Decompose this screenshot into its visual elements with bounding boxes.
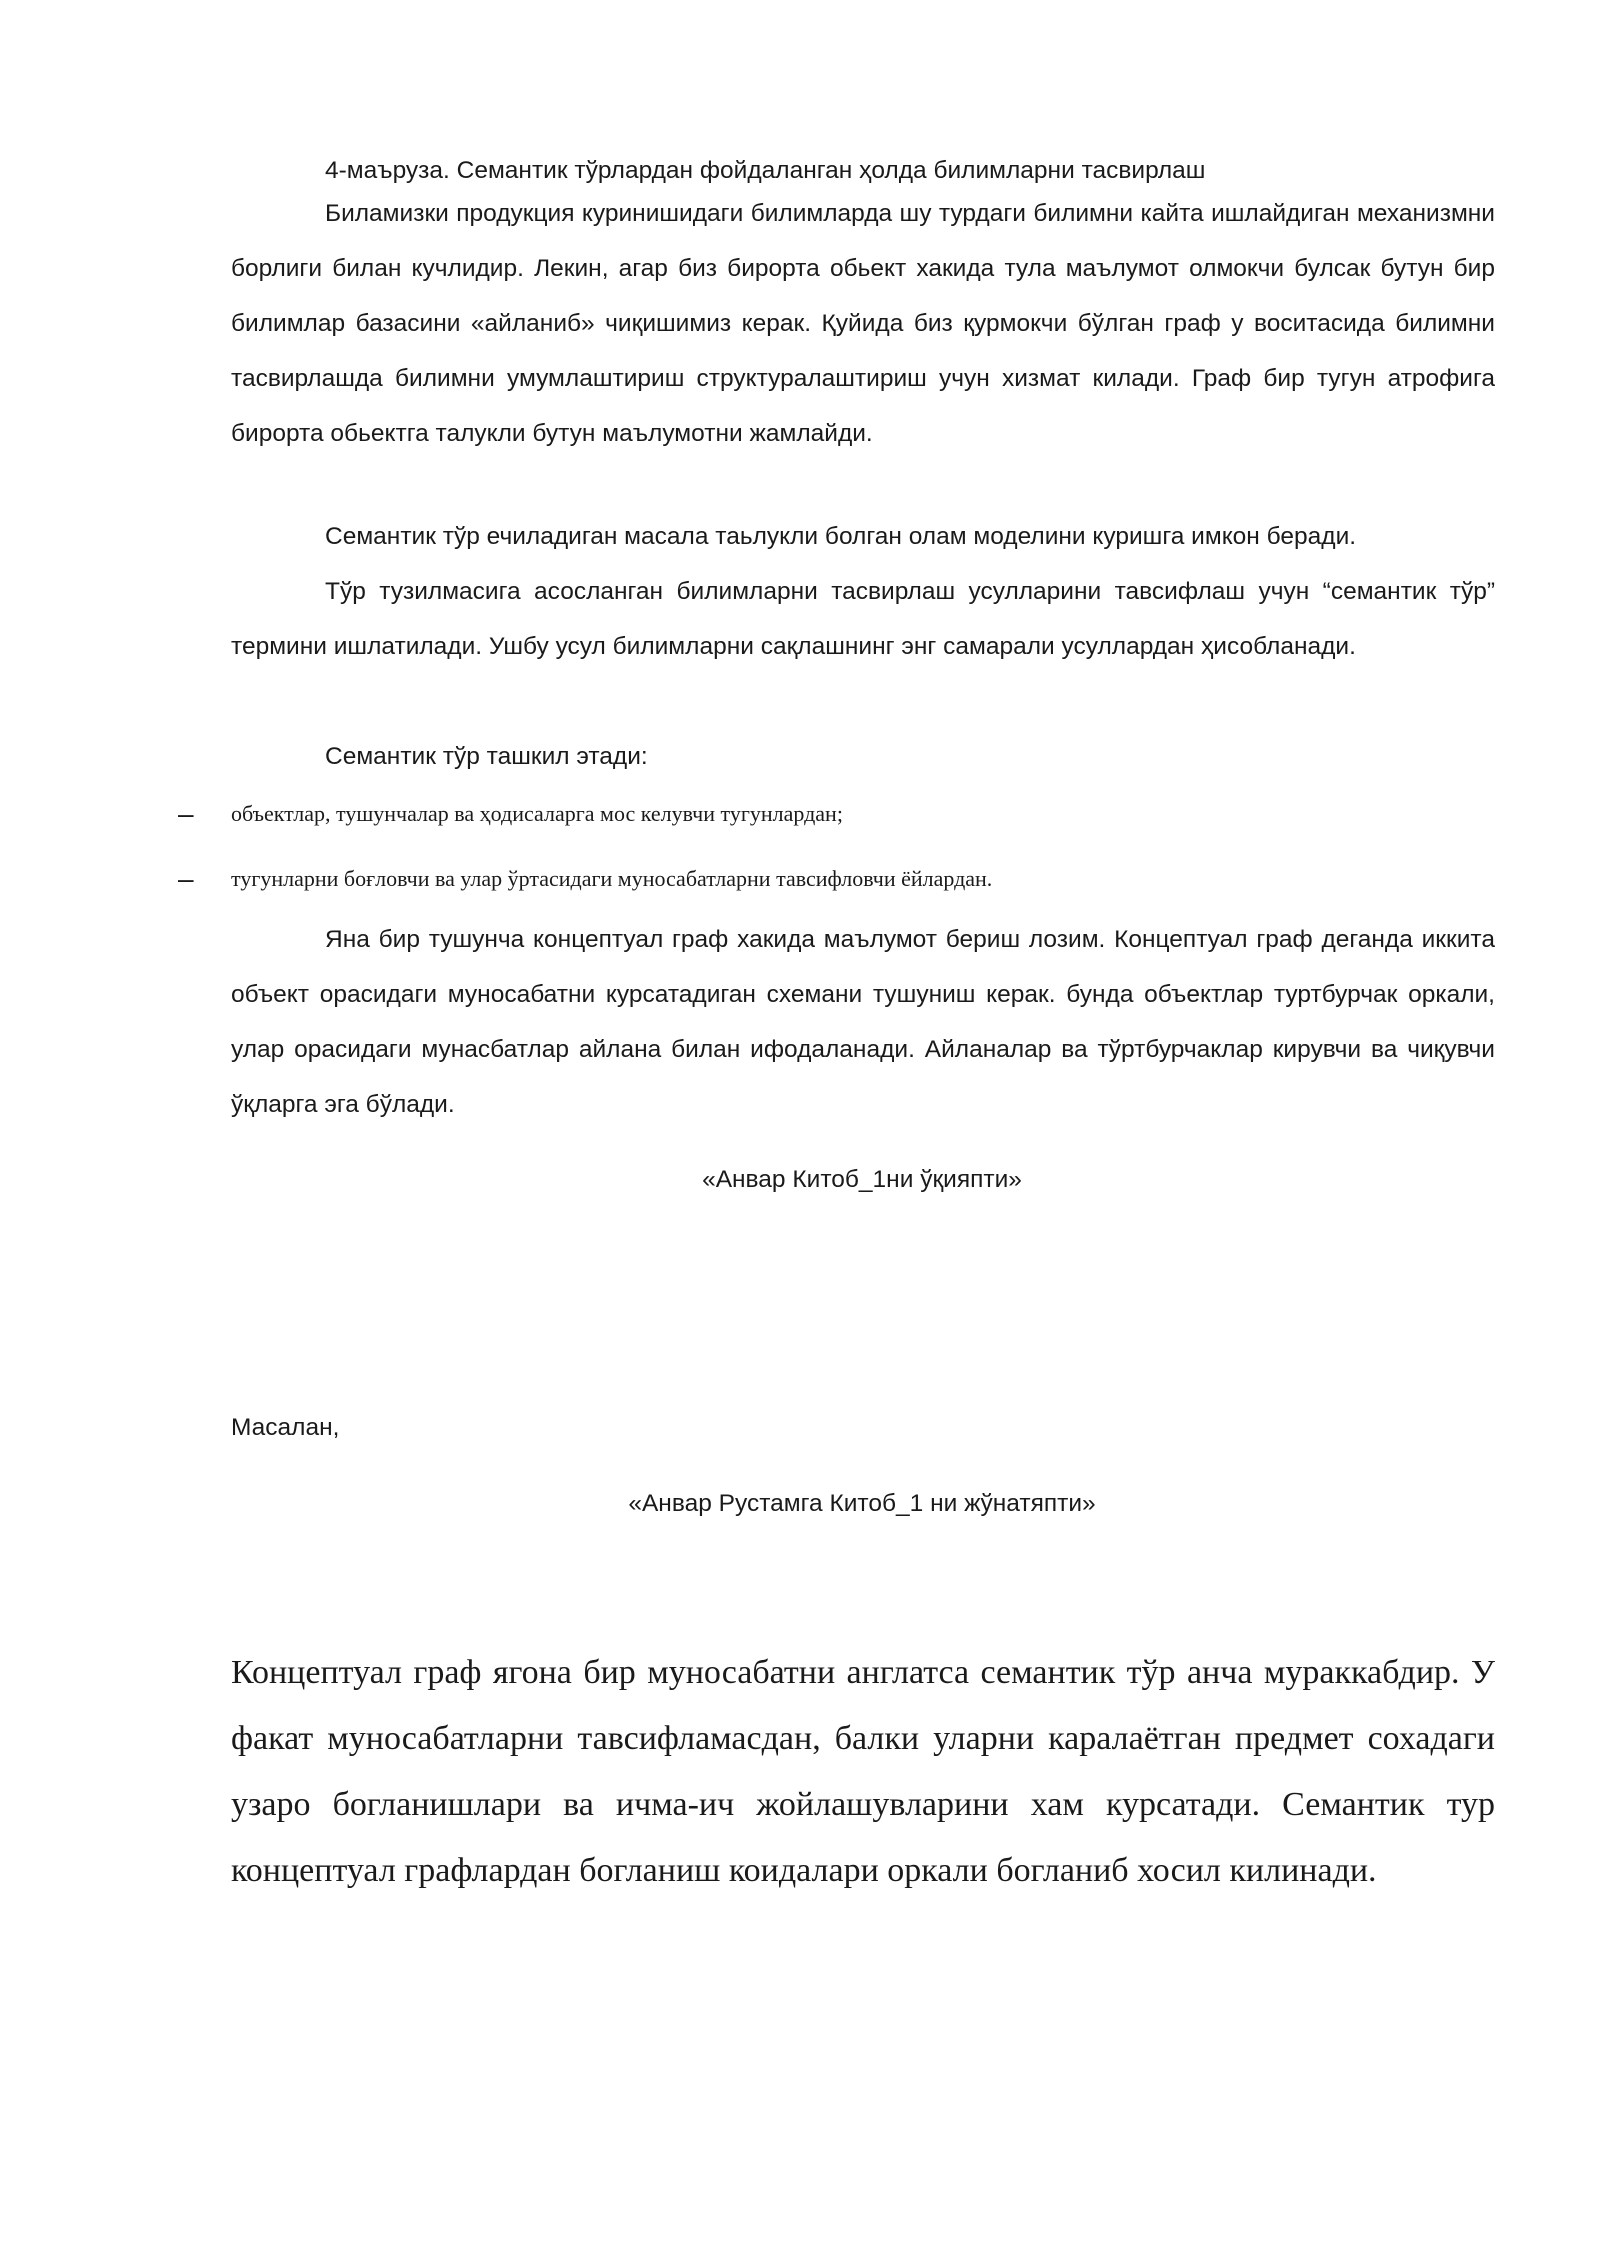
list-item — [0, 859, 1600, 899]
list-dash-marker: – — [178, 863, 194, 894]
list-item-text: объектлар, тушунчалар ва ҳодисаларга мос келувчи тугунлардан; — [231, 801, 843, 826]
paragraph-semantic-net-consists: Семантик тўр ташкил этади: — [325, 743, 648, 770]
paragraph-semantic-net-term: Тўр тузилмасига асосланган билимларни тасвирлаш усулларини тавсифлаш учун “семантик тўр” термини ишлатилади. Ушбу усул билимларни сақлашнинг энг самарали усуллардан ҳисобланади. — [231, 578, 1495, 660]
example-sentence-2: «Анвар Рустамга Китоб_1 ни жўнатяпти» — [628, 1490, 1096, 1517]
example-intro: Масалан, — [231, 1414, 340, 1441]
list-item — [0, 794, 1600, 834]
paragraph-production-knowledge: Биламизки продукция куринишидаги билимларда шу турдаги билимни кайта ишлайдиган механизмни борлиги билан кучлидир. Лекин, агар биз бирорта обьект хакида тула маълумот олмокчи булсак бутун бир билимлар базасини «айланиб» чиқишимиз керак. Қуйида биз қурмокчи бўлган граф у воситасида билимни тасвирлашда билимни умумлаштириш структуралаштириш учун хизмат килади. Граф бир тугун атрофига бирорта обьектга талукли бутун маълумотни жамлайди. — [231, 200, 1495, 447]
paragraph-conceptual-graph: Яна бир тушунча концептуал граф хакида маълумот бериш лозим. Концептуал граф деганда иккита объект орасидаги муносабатни курсатадиган схемани тушуниш керак. бунда объектлар туртбурчак оркали, улар орасидаги мунасбатлар айлана билан ифодаланади. Айланалар ва тўртбурчаклар кирувчи ва чиқувчи ўқларга эга бўлади. — [231, 926, 1495, 1118]
paragraph-conclusion: Концептуал граф ягона бир муносабатни англатса семантик тўр анча мураккабдир. У факат муносабатларни тавсифламасдан, балки уларни каралаётган предмет сохадаги узаро богланишлари ва ичма-ич жойлашувларини хам курсатади. Семантик тур концептуал графлардан богланиш коидалари оркали богланиб хосил килинади. — [231, 1654, 1495, 1889]
list-item-text: тугунларни боғловчи ва улар ўртасидаги муносабатларни тавсифловчи ёйлардан. — [231, 866, 993, 891]
paragraph-semantic-net-model: Семантик тўр ечиладиган масала таьлукли болган олам моделини куришга имкон беради. — [325, 523, 1357, 550]
example-sentence-1: «Анвар Китоб_1ни ўқияпти» — [702, 1166, 1022, 1193]
lecture-title: 4-маъруза. Семантик тўрлардан фойдаланган ҳолда билимларни тасвирлаш — [325, 157, 1206, 184]
list-dash-marker: – — [178, 798, 194, 829]
